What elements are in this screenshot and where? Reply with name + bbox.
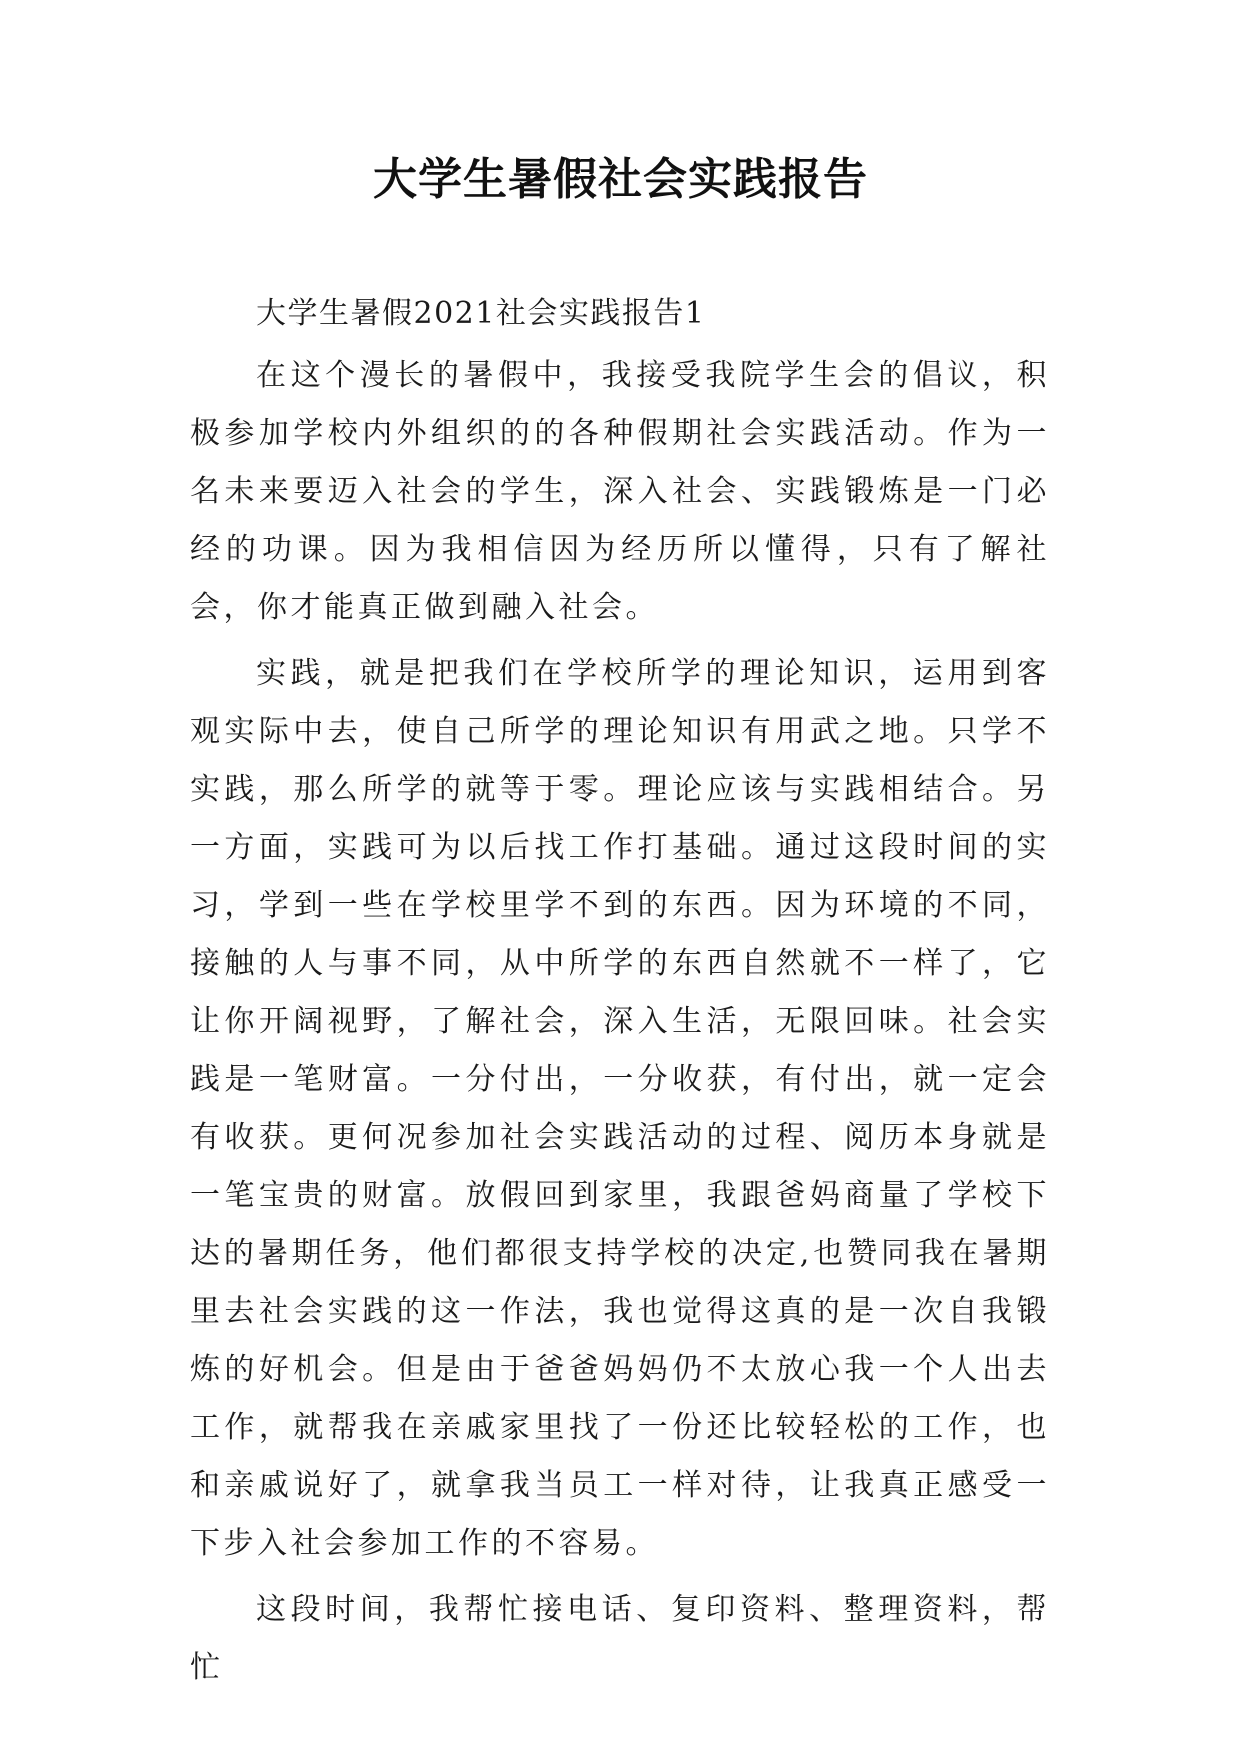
paragraph-work: 这段时间，我帮忙接电话、复印资料、整理资料，帮忙 xyxy=(190,1592,1050,1685)
report-subtitle: 大学生暑假2021社会实践报告1 xyxy=(256,296,706,331)
document-body xyxy=(190,285,1050,1705)
document-title: 大学生暑假社会实践报告 xyxy=(373,154,868,205)
paragraph-intro: 在这个漫长的暑假中，我接受我院学生会的倡议，积极参加学校内外组织的的各种假期社会实践活动。作为一名未来要迈入社会的学生，深入社会、实践锻炼是一门必经的功课。因为我相信因为经历所以懂得，只有了解社会，你才能真正做到融入社会。 xyxy=(190,358,1050,625)
paragraph-practice: 实践，就是把我们在学校所学的理论知识，运用到客观实际中去，使自己所学的理论知识有用武之地。只学不实践，那么所学的就等于零。理论应该与实践相结合。另一方面，实践可为以后找工作打基础。通过这段时间的实习，学到一些在学校里学不到的东西。因为环境的不同，接触的人与事不同，从中所学的东西自然就不一样了，它让你开阔视野，了解社会，深入生活，无限回味。社会实践是一笔财富。一分付出，一分收获，有付出，就一定会有收获。更何况参加社会实践活动的过程、阅历本身就是一笔宝贵的财富。放假回到家里，我跟爸妈商量了学校下达的暑期任务，他们都很支持学校的决定,也赞同我在暑期里去社会实践的这一作法，我也觉得这真的是一次自我锻炼的好机会。但是由于爸爸妈妈仍不太放心我一个人出去工作，就帮我在亲戚家里找了一份还比较轻松的工作，也和亲戚说好了，就拿我当员工一样对待，让我真正感受一下步入社会参加工作的不容易。 xyxy=(190,656,1050,1561)
